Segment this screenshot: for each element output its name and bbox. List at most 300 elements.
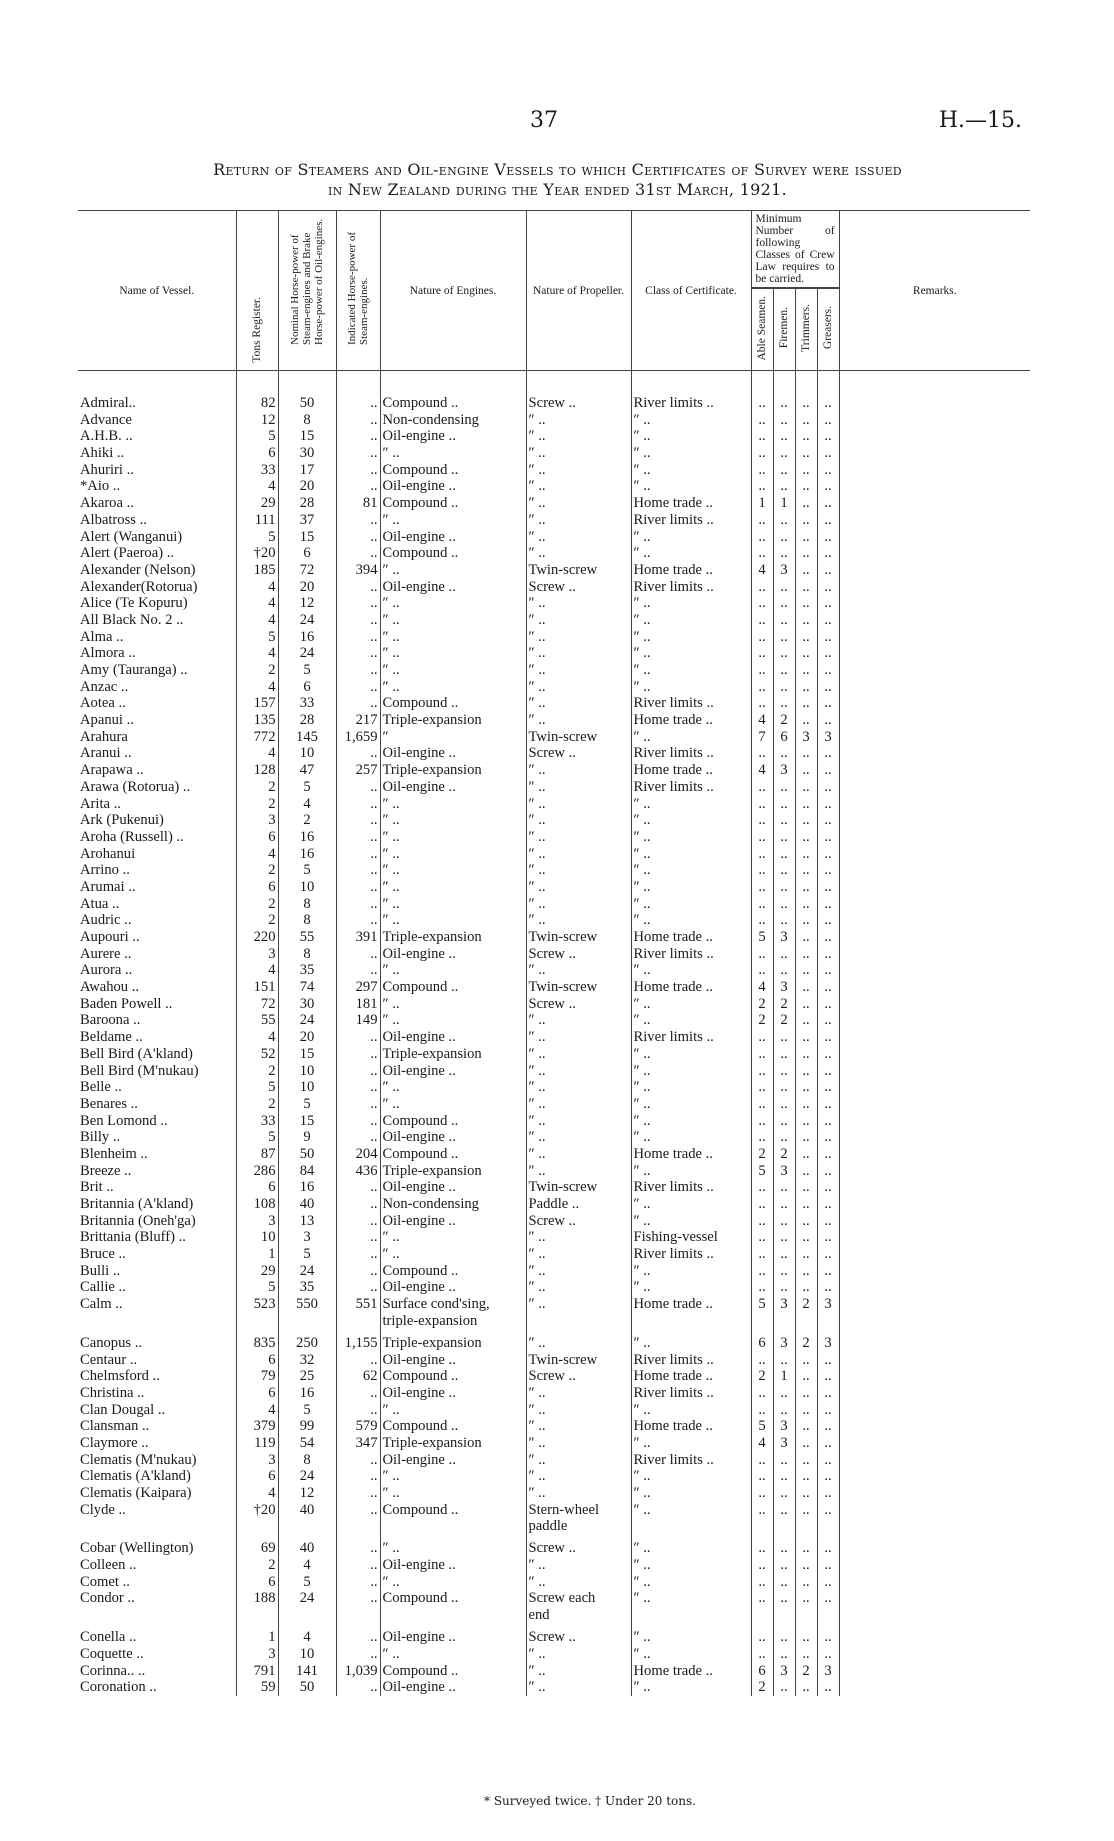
cell-vessel-name: Britannia (Oneh'ga) (80, 1212, 196, 1229)
cell-trimmers: .. (795, 996, 817, 1013)
cell-tons-register: 3 (236, 946, 278, 963)
table-row (78, 1485, 1030, 1502)
cell-firemen: 3 (773, 979, 795, 996)
cell-nature-of-engines: ″ .. (380, 996, 526, 1013)
cell-greasers: .. (817, 1079, 839, 1096)
cell-vessel-name: Amy (Tauranga) .. (80, 662, 188, 678)
cell-tons-register: 4 (236, 679, 278, 696)
cell-nominal-hp: 5 (278, 1096, 336, 1113)
cell-tons-register: 220 (236, 929, 278, 946)
table-row (78, 979, 1030, 996)
cell-firemen: .. (773, 1502, 795, 1519)
cell-class-of-certificate (631, 1518, 751, 1540)
cell-greasers: .. (817, 1096, 839, 1113)
page-number: 37 (530, 108, 558, 133)
cell-remarks (839, 1146, 1030, 1163)
table-row (78, 1229, 1030, 1246)
cell-tons-register: †20 (236, 1502, 278, 1519)
cell-greasers: .. (817, 745, 839, 762)
cell-firemen: .. (773, 645, 795, 662)
cell-greasers: .. (817, 846, 839, 863)
cell-nominal-hp: 5 (278, 1574, 336, 1591)
cell-greasers: .. (817, 562, 839, 579)
cell-nature-of-engines: Oil-engine .. (380, 1679, 526, 1696)
table-row (78, 1213, 1030, 1230)
cell-able-seamen: .. (751, 1246, 773, 1263)
cell-remarks (839, 829, 1030, 846)
cell-firemen: .. (773, 1113, 795, 1130)
cell-firemen: .. (773, 1352, 795, 1369)
cell-nature-of-propeller: ″ .. (526, 1296, 631, 1313)
cell-able-seamen: .. (751, 1279, 773, 1296)
cell-able-seamen: .. (751, 695, 773, 712)
cell-nature-of-engines: Triple-expansion (380, 929, 526, 946)
cell-remarks (839, 796, 1030, 813)
cell-trimmers: .. (795, 1418, 817, 1435)
cell-firemen: .. (773, 1468, 795, 1485)
cell-tons-register: †20 (236, 545, 278, 562)
cell-tons-register: 82 (236, 395, 278, 412)
cell-vessel-name: Claymore .. (80, 1434, 149, 1451)
cell-greasers: .. (817, 1574, 839, 1591)
table-row (78, 962, 1030, 979)
table-row (78, 1179, 1030, 1196)
cell-nominal-hp: 2 (278, 812, 336, 829)
cell-nature-of-propeller: ″ .. (526, 695, 631, 712)
cell-nature-of-propeller: Screw .. (526, 1540, 631, 1557)
cell-vessel-name: Baroona .. (80, 1012, 141, 1029)
cell-remarks (839, 1518, 1030, 1540)
cell-nature-of-propeller: ″ .. (526, 1079, 631, 1096)
cell-nature-of-propeller: ″ .. (526, 445, 631, 462)
cell-greasers: .. (817, 1646, 839, 1663)
cell-trimmers: .. (795, 645, 817, 662)
cell-vessel-name: Admiral.. (80, 395, 136, 411)
cell-vessel-name (78, 1518, 236, 1540)
cell-trimmers: .. (795, 679, 817, 696)
cell-tons-register: 128 (236, 762, 278, 779)
cell-remarks (839, 1485, 1030, 1502)
cell-able-seamen: .. (751, 529, 773, 546)
cell-class-of-certificate: River limits .. (631, 512, 751, 529)
cell-nominal-hp: 12 (278, 595, 336, 612)
cell-able-seamen: .. (751, 1079, 773, 1096)
cell-nature-of-engines: ″ .. (380, 1079, 526, 1096)
cell-indicated-hp: .. (336, 679, 380, 696)
cell-nature-of-propeller: ″ .. (526, 1418, 631, 1435)
cell-tons-register: 6 (236, 445, 278, 462)
cell-nominal-hp: 24 (278, 1590, 336, 1607)
cell-trimmers: .. (795, 779, 817, 796)
cell-trimmers: .. (795, 629, 817, 646)
cell-tons-register: 6 (236, 879, 278, 896)
cell-firemen: .. (773, 1096, 795, 1113)
cell-nature-of-engines: Triple-expansion (380, 1163, 526, 1180)
cell-vessel-name: Alexander (Nelson) (80, 561, 196, 578)
cell-vessel-name: *Aio .. (80, 478, 121, 495)
cell-able-seamen: .. (751, 662, 773, 679)
cell-nature-of-engines: ″ .. (380, 912, 526, 929)
cell-tons-register: 87 (236, 1146, 278, 1163)
cell-vessel-name: Ahuriri .. (80, 461, 134, 478)
cell-nature-of-engines: Oil-engine .. (380, 1063, 526, 1080)
cell-class-of-certificate: ″ .. (631, 829, 751, 846)
cell-remarks (839, 1385, 1030, 1402)
cell-class-of-certificate: ″ .. (631, 1402, 751, 1419)
cell-able-seamen: .. (751, 912, 773, 929)
cell-nature-of-propeller: ″ .. (526, 1468, 631, 1485)
cell-remarks (839, 1557, 1030, 1574)
cell-class-of-certificate (631, 1313, 751, 1335)
cell-trimmers: .. (795, 1196, 817, 1213)
cell-vessel-name: Alice (Te Kopuru) (80, 595, 188, 612)
cell-nature-of-propeller: Screw .. (526, 996, 631, 1013)
cell-nature-of-engines: triple-expansion (380, 1313, 526, 1335)
cell-nominal-hp: 15 (278, 1113, 336, 1130)
cell-firemen: .. (773, 1029, 795, 1046)
cell-vessel-name: Aotea .. (80, 695, 126, 712)
cell-firemen: 3 (773, 1163, 795, 1180)
cell-remarks (839, 529, 1030, 546)
cell-greasers: .. (817, 1196, 839, 1213)
cell-remarks (839, 645, 1030, 662)
cell-class-of-certificate: ″ .. (631, 1574, 751, 1591)
cell-class-of-certificate (631, 1607, 751, 1629)
cell-nature-of-propeller: ″ .. (526, 862, 631, 879)
cell-nature-of-propeller: Screw .. (526, 395, 631, 412)
header-tons-label: Tons Register. (251, 297, 263, 363)
cell-trimmers: .. (795, 695, 817, 712)
cell-firemen: .. (773, 1485, 795, 1502)
table-row (78, 645, 1030, 662)
cell-able-seamen: .. (751, 846, 773, 863)
table-row (78, 1435, 1030, 1452)
cell-tons-register: 4 (236, 612, 278, 629)
cell-nominal-hp: 33 (278, 695, 336, 712)
cell-vessel-name: Audric .. (80, 912, 132, 929)
cell-nominal-hp: 17 (278, 462, 336, 479)
cell-remarks (839, 712, 1030, 729)
cell-nature-of-propeller: ″ .. (526, 846, 631, 863)
cell-greasers: .. (817, 1179, 839, 1196)
header-tons (236, 211, 278, 371)
cell-able-seamen: .. (751, 1096, 773, 1113)
cell-greasers: .. (817, 1502, 839, 1519)
table-row (78, 529, 1030, 546)
cell-remarks (839, 679, 1030, 696)
cell-greasers: .. (817, 912, 839, 929)
cell-able-seamen: .. (751, 1129, 773, 1146)
cell-greasers: .. (817, 462, 839, 479)
cell-tons-register: 111 (236, 512, 278, 529)
header-name (78, 211, 236, 371)
cell-firemen: .. (773, 879, 795, 896)
cell-nominal-hp: 5 (278, 1402, 336, 1419)
cell-tons-register: 3 (236, 812, 278, 829)
cell-firemen: .. (773, 1246, 795, 1263)
cell-able-seamen: .. (751, 1213, 773, 1230)
cell-vessel-name: Ahiki .. (80, 445, 125, 462)
cell-trimmers: 3 (795, 729, 817, 746)
cell-greasers: .. (817, 1402, 839, 1419)
cell-indicated-hp: .. (336, 745, 380, 762)
cell-remarks (839, 896, 1030, 913)
cell-vessel-name: Corinna.. .. (80, 1662, 146, 1679)
cell-remarks (839, 979, 1030, 996)
cell-firemen: 3 (773, 1435, 795, 1452)
cell-class-of-certificate: ″ .. (631, 896, 751, 913)
cell-vessel-name: Bulli .. (80, 1262, 121, 1279)
cell-nature-of-engines: ″ .. (380, 1574, 526, 1591)
cell-remarks (839, 629, 1030, 646)
cell-vessel-name: Almora .. (80, 645, 136, 662)
cell-remarks (839, 1352, 1030, 1369)
cell-nature-of-engines: Oil-engine .. (380, 779, 526, 796)
cell-class-of-certificate: Home trade .. (631, 495, 751, 512)
cell-tons-register: 151 (236, 979, 278, 996)
cell-class-of-certificate: ″ .. (631, 545, 751, 562)
cell-indicated-hp: .. (336, 529, 380, 546)
cell-able-seamen: .. (751, 629, 773, 646)
cell-remarks (839, 428, 1030, 445)
cell-remarks (839, 1012, 1030, 1029)
cell-able-seamen: 4 (751, 562, 773, 579)
cell-class-of-certificate: ″ .. (631, 879, 751, 896)
cell-firemen: .. (773, 428, 795, 445)
cell-nature-of-engines: Oil-engine .. (380, 1385, 526, 1402)
cell-indicated-hp: .. (336, 1129, 380, 1146)
cell-able-seamen: .. (751, 796, 773, 813)
cell-vessel-name: Aupouri .. (80, 929, 140, 945)
cell-tons-register: 286 (236, 1163, 278, 1180)
cell-indicated-hp: 81 (336, 495, 380, 512)
cell-trimmers: .. (795, 1368, 817, 1385)
title-line-2: in New Zealand during the Year ended 31st March, 1921. (327, 180, 788, 199)
cell-firemen: 3 (773, 929, 795, 946)
cell-nature-of-propeller: ″ .. (526, 629, 631, 646)
cell-remarks (839, 445, 1030, 462)
cell-tons-register: 2 (236, 796, 278, 813)
cell-vessel-name: Cobar (Wellington) (80, 1540, 194, 1557)
cell-nature-of-propeller: paddle (526, 1518, 631, 1540)
table-row (78, 1502, 1030, 1519)
cell-nature-of-propeller: ″ .. (526, 1263, 631, 1280)
table-row (78, 1246, 1030, 1263)
cell-vessel-name: Billy .. (80, 1129, 121, 1146)
cell-class-of-certificate: River limits .. (631, 1452, 751, 1469)
cell-tons-register: 3 (236, 1452, 278, 1469)
cell-nature-of-engines: ″ .. (380, 879, 526, 896)
cell-nominal-hp: 5 (278, 662, 336, 679)
cell-class-of-certificate: ″ .. (631, 1012, 751, 1029)
header-certificate-label: Class of Certificate. (645, 284, 737, 297)
cell-trimmers: .. (795, 1263, 817, 1280)
cell-nature-of-propeller: Screw each (526, 1590, 631, 1607)
cell-nature-of-engines (380, 1607, 526, 1629)
cell-remarks (839, 1368, 1030, 1385)
cell-nominal-hp: 4 (278, 1629, 336, 1646)
cell-remarks (839, 1313, 1030, 1335)
cell-indicated-hp: .. (336, 1279, 380, 1296)
cell-vessel-name: Arrino .. (80, 862, 130, 879)
cell-nature-of-propeller: ″ .. (526, 1129, 631, 1146)
cell-able-seamen: .. (751, 1646, 773, 1663)
cell-remarks (839, 1402, 1030, 1419)
cell-nominal-hp: 40 (278, 1502, 336, 1519)
cell-able-seamen: .. (751, 478, 773, 495)
cell-nature-of-propeller: Stern-wheel (526, 1502, 631, 1519)
cell-trimmers: .. (795, 1646, 817, 1663)
table-row (78, 829, 1030, 846)
cell-nature-of-engines: ″ .. (380, 1540, 526, 1557)
cell-nature-of-propeller: ″ .. (526, 1574, 631, 1591)
cell-able-seamen: .. (751, 612, 773, 629)
cell-class-of-certificate: ″ .. (631, 428, 751, 445)
cell-indicated-hp: 149 (336, 1012, 380, 1029)
cell-nominal-hp: 16 (278, 1179, 336, 1196)
cell-able-seamen: .. (751, 1179, 773, 1196)
cell-vessel-name: A.H.B. .. (80, 428, 133, 445)
cell-nature-of-engines: ″ .. (380, 1229, 526, 1246)
cell-nature-of-engines: Oil-engine .. (380, 1629, 526, 1646)
cell-firemen (773, 1518, 795, 1540)
cell-tons-register: 4 (236, 595, 278, 612)
cell-nature-of-engines: Oil-engine .. (380, 478, 526, 495)
cell-firemen: .. (773, 412, 795, 429)
cell-able-seamen (751, 1313, 773, 1335)
cell-trimmers (795, 1607, 817, 1629)
cell-nominal-hp: 15 (278, 1046, 336, 1063)
cell-nature-of-propeller: ″ .. (526, 662, 631, 679)
cell-remarks (839, 1163, 1030, 1180)
cell-nature-of-propeller: ″ .. (526, 612, 631, 629)
cell-vessel-name: Clyde .. (80, 1501, 126, 1518)
cell-trimmers: 2 (795, 1296, 817, 1313)
cell-able-seamen: 4 (751, 979, 773, 996)
cell-able-seamen: 4 (751, 1435, 773, 1452)
cell-tons-register: 791 (236, 1663, 278, 1680)
cell-trimmers: .. (795, 862, 817, 879)
cell-class-of-certificate: ″ .. (631, 1646, 751, 1663)
cell-greasers: .. (817, 996, 839, 1013)
cell-greasers: .. (817, 1279, 839, 1296)
cell-indicated-hp: .. (336, 1263, 380, 1280)
cell-remarks (839, 1196, 1030, 1213)
cell-nature-of-engines: Compound .. (380, 462, 526, 479)
cell-nature-of-propeller: ″ .. (526, 645, 631, 662)
cell-nominal-hp: 550 (278, 1296, 336, 1313)
cell-firemen: .. (773, 812, 795, 829)
cell-vessel-name: Alert (Paeroa) .. (80, 545, 175, 562)
cell-able-seamen: .. (751, 946, 773, 963)
cell-vessel-name: Arawa (Rotorua) .. (80, 778, 191, 795)
cell-trimmers: .. (795, 412, 817, 429)
cell-firemen: .. (773, 1079, 795, 1096)
cell-firemen: .. (773, 445, 795, 462)
cell-indicated-hp: 551 (336, 1296, 380, 1313)
cell-vessel-name: Arapawa .. (80, 762, 144, 779)
cell-nature-of-engines: ″ .. (380, 562, 526, 579)
cell-nominal-hp: 20 (278, 478, 336, 495)
cell-indicated-hp: .. (336, 1468, 380, 1485)
cell-firemen: .. (773, 796, 795, 813)
cell-nature-of-engines: Oil-engine .. (380, 1029, 526, 1046)
cell-trimmers: .. (795, 879, 817, 896)
cell-greasers: .. (817, 629, 839, 646)
cell-indicated-hp: 1,039 (336, 1663, 380, 1680)
cell-nature-of-propeller: ″ .. (526, 495, 631, 512)
cell-vessel-name: Arita .. (80, 795, 121, 812)
cell-remarks (839, 779, 1030, 796)
cell-nature-of-propeller: ″ .. (526, 1096, 631, 1113)
cell-remarks (839, 1113, 1030, 1130)
table-row (78, 1279, 1030, 1296)
cell-greasers: .. (817, 478, 839, 495)
cell-firemen: .. (773, 629, 795, 646)
cell-tons-register: 52 (236, 1046, 278, 1063)
cell-class-of-certificate: ″ .. (631, 462, 751, 479)
cell-remarks (839, 545, 1030, 562)
cell-greasers: .. (817, 879, 839, 896)
cell-vessel-name: Coquette .. (80, 1645, 144, 1662)
cell-tons-register: 2 (236, 779, 278, 796)
cell-nominal-hp: 8 (278, 896, 336, 913)
cell-vessel-name: Aurora .. (80, 962, 133, 979)
cell-nature-of-propeller: Twin-screw (526, 562, 631, 579)
cell-able-seamen: 5 (751, 1418, 773, 1435)
table-row (78, 579, 1030, 596)
cell-indicated-hp: .. (336, 1096, 380, 1113)
table-row (78, 996, 1030, 1013)
cell-firemen: .. (773, 679, 795, 696)
cell-remarks (839, 929, 1030, 946)
cell-greasers: .. (817, 1418, 839, 1435)
cell-firemen: 1 (773, 495, 795, 512)
cell-indicated-hp: .. (336, 545, 380, 562)
cell-firemen: .. (773, 1679, 795, 1696)
cell-trimmers: .. (795, 1502, 817, 1519)
cell-indicated-hp: 217 (336, 712, 380, 729)
cell-vessel-name: Christina .. (80, 1384, 145, 1401)
table-row (78, 1163, 1030, 1180)
cell-nature-of-engines: Oil-engine .. (380, 1352, 526, 1369)
cell-greasers: .. (817, 645, 839, 662)
cell-nature-of-engines: Oil-engine .. (380, 1279, 526, 1296)
cell-class-of-certificate: ″ .. (631, 1163, 751, 1180)
cell-remarks (839, 1646, 1030, 1663)
cell-nature-of-propeller: ″ .. (526, 478, 631, 495)
header-nominal-hp (278, 211, 336, 371)
cell-nature-of-engines: ″ .. (380, 796, 526, 813)
cell-class-of-certificate: River limits .. (631, 579, 751, 596)
cell-tons-register: 59 (236, 1679, 278, 1696)
cell-class-of-certificate: River limits .. (631, 1246, 751, 1263)
cell-trimmers: .. (795, 595, 817, 612)
cell-greasers: .. (817, 1590, 839, 1607)
cell-indicated-hp: .. (336, 1079, 380, 1096)
cell-remarks (839, 1452, 1030, 1469)
table-row (78, 1629, 1030, 1646)
cell-nature-of-engines: Compound .. (380, 495, 526, 512)
cell-nature-of-propeller: ″ .. (526, 1435, 631, 1452)
cell-indicated-hp (336, 1518, 380, 1540)
cell-tons-register: 3 (236, 1213, 278, 1230)
cell-able-seamen: 2 (751, 1012, 773, 1029)
cell-nature-of-engines: ″ .. (380, 645, 526, 662)
cell-remarks (839, 962, 1030, 979)
header-able (751, 289, 773, 371)
cell-indicated-hp: .. (336, 695, 380, 712)
